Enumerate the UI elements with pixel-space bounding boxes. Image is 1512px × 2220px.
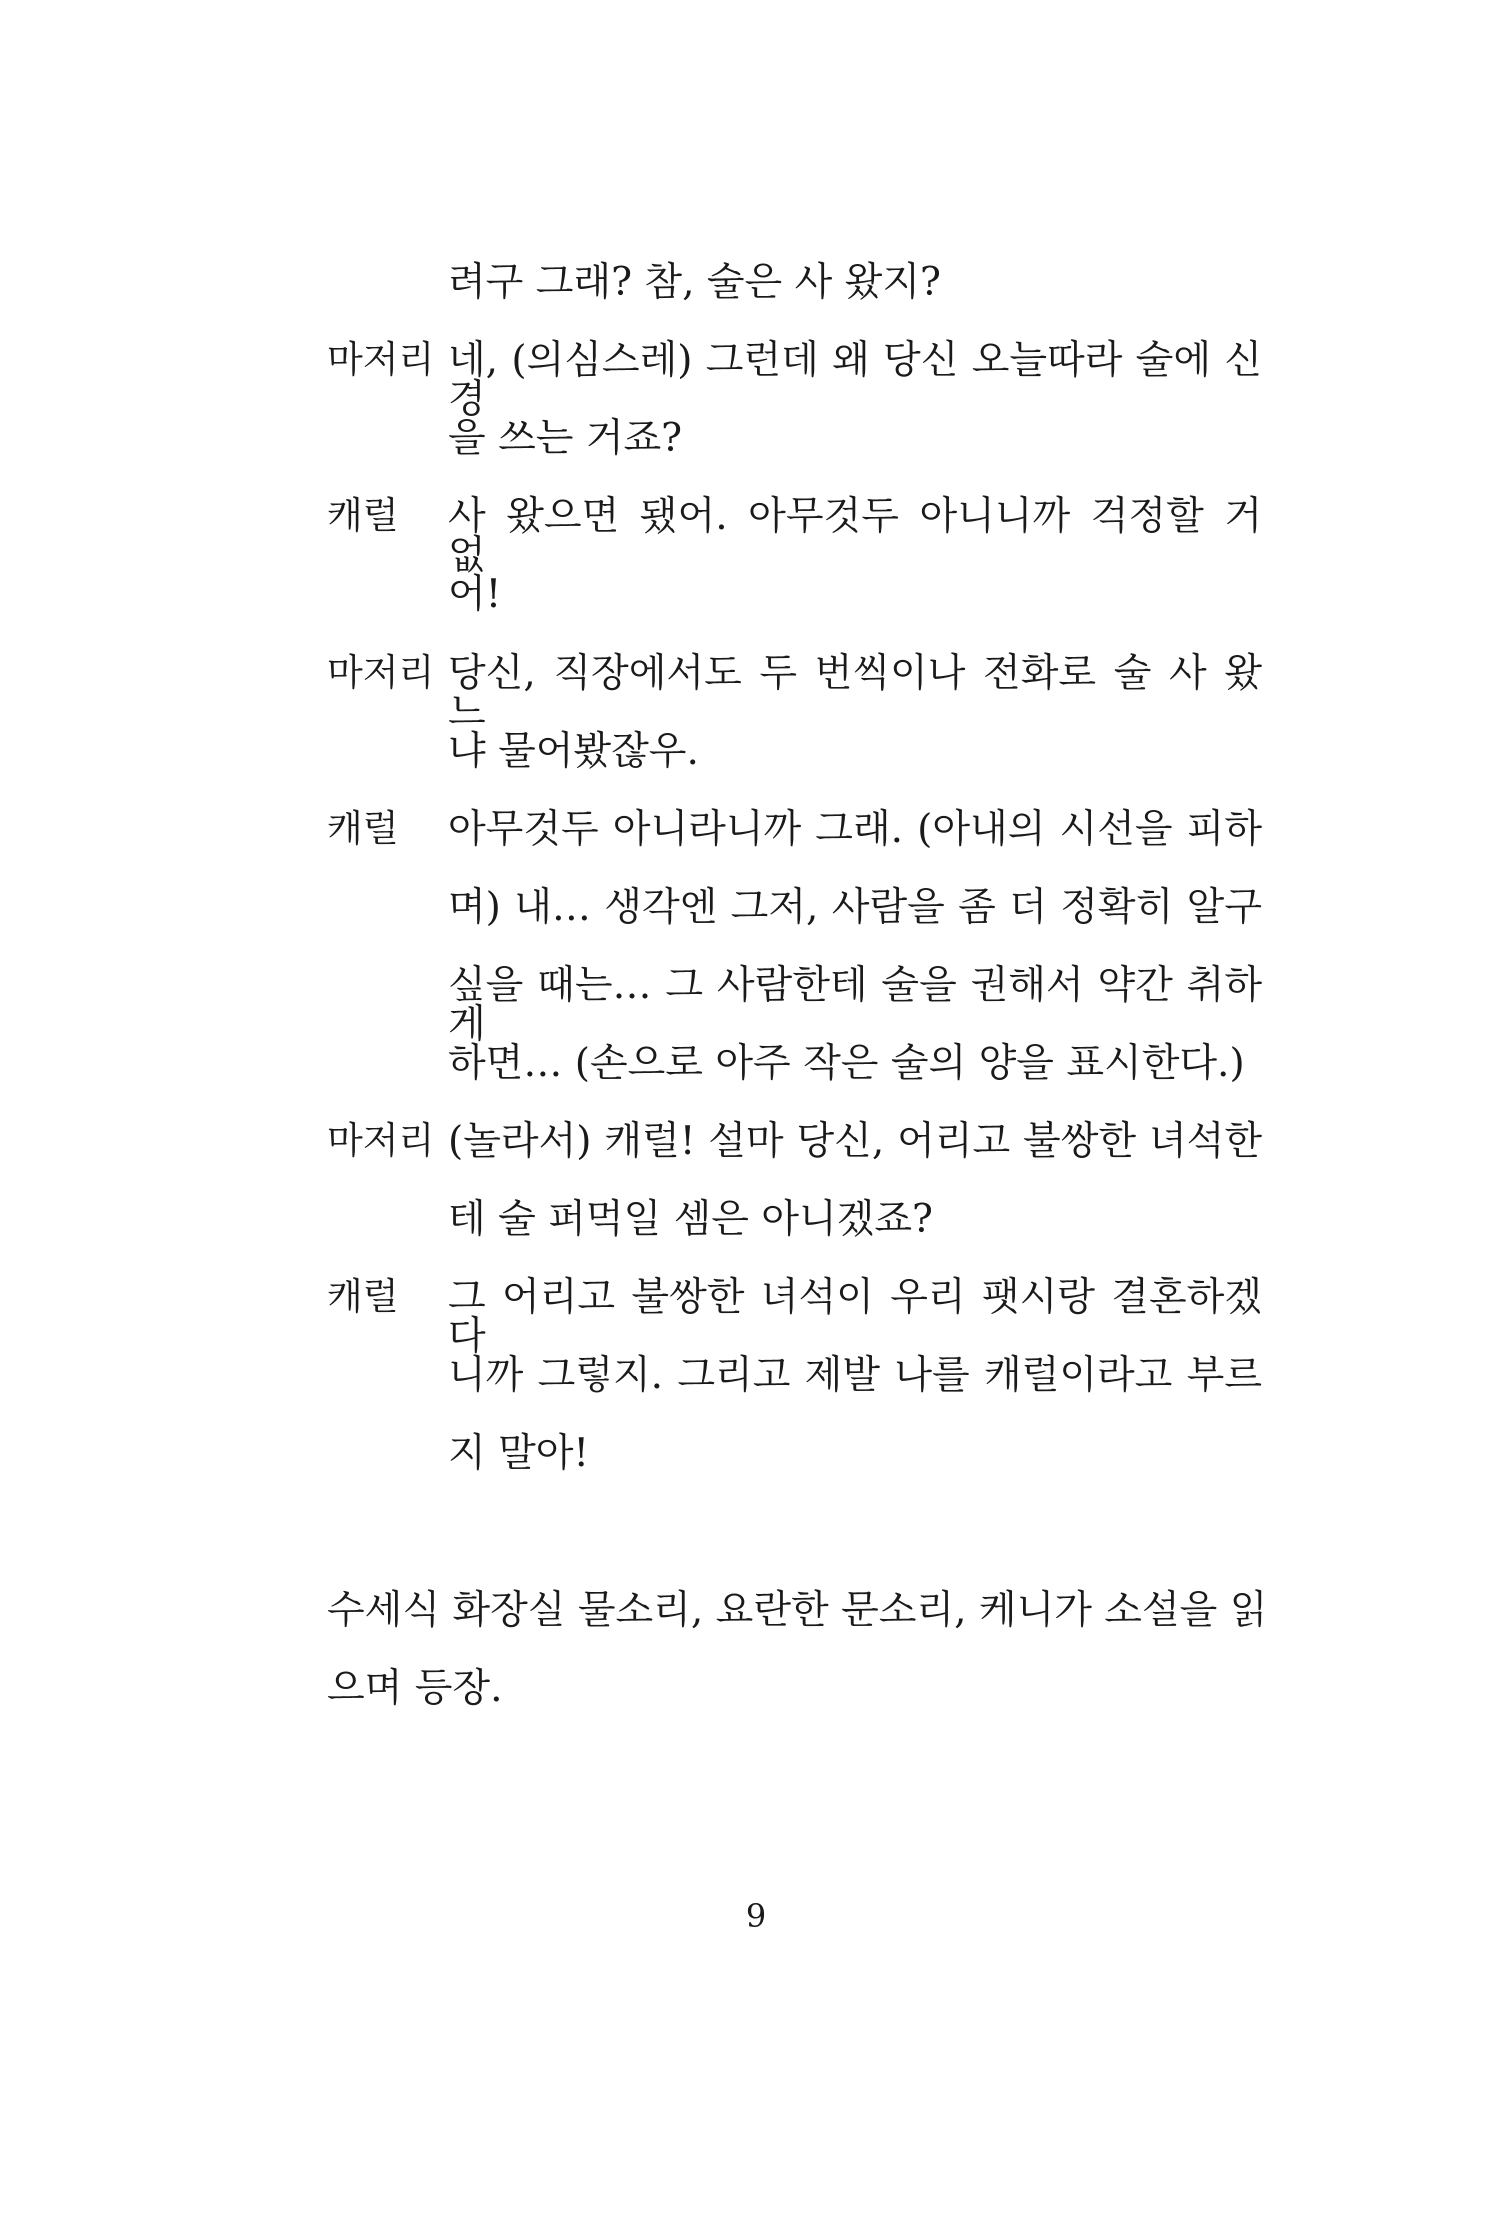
dialogue-line: 당신, 직장에서도 두 번씩이나 전화로 술 사 왔느 xyxy=(448,651,1262,735)
dialogue-line: 네, (의심스레) 그런데 왜 당신 오늘따라 술에 신경 xyxy=(448,338,1262,422)
dialogue-line: 어! xyxy=(448,572,502,617)
dialogue-line: (놀라서) 캐럴! 설마 당신, 어리고 불쌍한 녀석한 xyxy=(448,1119,1262,1164)
page-number: 9 xyxy=(745,1897,767,1935)
speaker-name: 마저리 xyxy=(327,1119,435,1162)
dialogue-line: 사 왔으면 됐어. 아무것두 아니니까 걱정할 거 없 xyxy=(448,494,1262,578)
dialogue-continuation-line: 려구 그래? 참, 술은 사 왔지? xyxy=(448,260,941,305)
dialogue-line: 을 쓰는 거죠? xyxy=(448,416,683,461)
dialogue-line: 그 어리고 불쌍한 녀석이 우리 팻시랑 결혼하겠다 xyxy=(448,1275,1262,1359)
speaker-name: 캐럴 xyxy=(327,807,399,850)
speaker-name: 마저리 xyxy=(327,651,435,694)
dialogue-line: 며) 내… 생각엔 그저, 사람을 좀 더 정확히 알구 xyxy=(448,885,1262,930)
dialogue-line: 냐 물어봤잖우. xyxy=(448,729,699,774)
stage-direction-line: 으며 등장. xyxy=(327,1666,503,1711)
dialogue-line: 싶을 때는… 그 사람한테 술을 권해서 약간 취하게 xyxy=(448,963,1262,1047)
dialogue-line: 지 말아! xyxy=(448,1431,590,1476)
speaker-name: 캐럴 xyxy=(327,494,399,537)
speaker-name: 캐럴 xyxy=(327,1275,399,1318)
speaker-name: 마저리 xyxy=(327,338,435,381)
dialogue-line: 니까 그렇지. 그리고 제발 나를 캐럴이라고 부르 xyxy=(448,1353,1262,1398)
dialogue-line: 하면… (손으로 아주 작은 술의 양을 표시한다.) xyxy=(448,1041,1245,1086)
stage-direction-line: 수세식 화장실 물소리, 요란한 문소리, 케니가 소설을 읽 xyxy=(327,1588,1268,1633)
dialogue-line: 테 술 퍼먹일 셈은 아니겠죠? xyxy=(448,1197,933,1242)
dialogue-line: 아무것두 아니라니까 그래. (아내의 시선을 피하 xyxy=(448,807,1262,852)
